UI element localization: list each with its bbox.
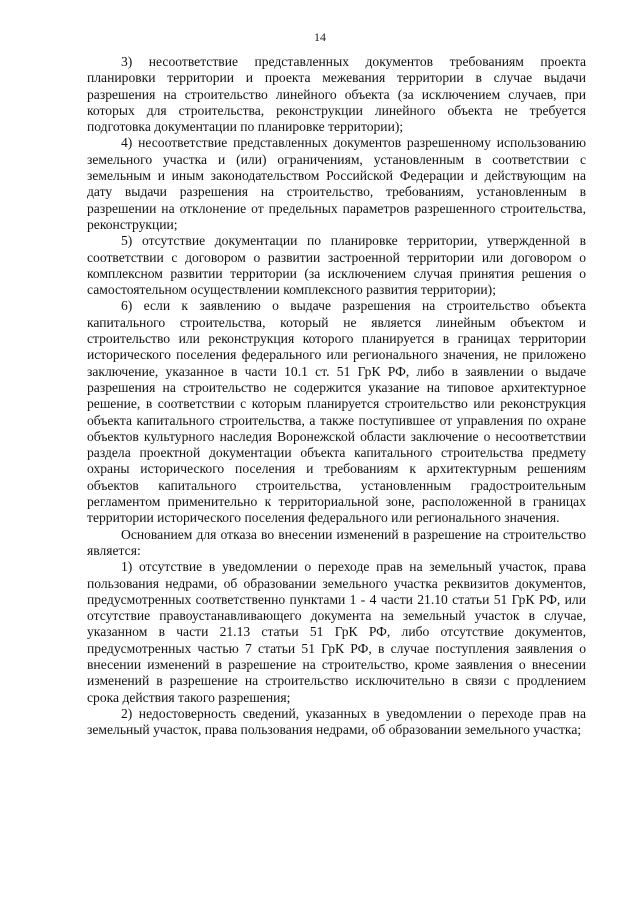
paragraph-item-5: 5) отсутствие документации по планировке территории, утвержденной в соответствии с договором о развитии застроенной территории или договором о комплексном развитии территории (за исключением случая принятия решения о самостоятельном осуществлении комплексного развития территории);: [87, 233, 586, 298]
paragraph-item-3: 3) несоответствие представленных документов требованиям проекта планировки территории и проекта межевания территории в случае выдачи разрешения на строительство линейного объекта (за исключением случаев, при которых для строительства, реконструкции линейного объекта не требуется подготовка документации по планировке территории);: [87, 54, 586, 135]
refusal-grounds-heading: Основанием для отказа во внесении изменений в разрешение на строительство является:: [87, 526, 586, 558]
page-number: 14: [314, 30, 326, 44]
paragraph-item-6: 6) если к заявлению о выдаче разрешения на строительство объекта капитального строительства, который не является линейным объектом и строительство или реконструкция которого планируется в границах территории исторического поселения федерального или регионального значения, не приложено заключение, указанное в части 10.1 ст. 51 ГрК РФ, либо в заявлении о выдаче разрешения на строительство не содержится указание на типовое архитектурное решение, в соответствии с которым планируется строительство или реконструкция объекта капитального строительства, а также поступившее от управления по охране объектов культурного наследия Воронежской области заключение о несоответствии раздела проектной документации объекта капитального строительства предмету охраны исторического поселения и требованиям к архитектурным решениям объектов капитального строительства, установленным градостроительным регламентом применительно к территориальной зоне, расположенной в границах территории исторического поселения федерального или регионального значения.: [87, 298, 586, 526]
document-body: [87, 54, 586, 738]
paragraph-item-4: 4) несоответствие представленных документов разрешенному использованию земельного участка и (или) ограничениям, установленным в соответствии с земельным и иным законодательством Российской Федерации и действующим на дату выдачи разрешения на строительство, требованиям, установленным в разрешении на отклонение от предельных параметров разрешенного строительства, реконструкции;: [87, 135, 586, 232]
paragraph-item-1: 1) отсутствие в уведомлении о переходе прав на земельный участок, права пользования недрами, об образовании земельного участка реквизитов документов, предусмотренных соответственно пунктами 1 - 4 части 21.10 статьи 51 ГрК РФ, или отсутствие правоустанавливающего документа на земельный участок в случае, указанном в части 21.13 статьи 51 ГрК РФ, либо отсутствие документов, предусмотренных частью 7 статьи 51 ГрК РФ, в случае поступления заявления о внесении изменений в разрешение на строительство, кроме заявления о внесении изменений в разрешение на строительство исключительно в связи с продлением срока действия такого разрешения;: [87, 559, 586, 705]
paragraph-item-2: 2) недостоверность сведений, указанных в уведомлении о переходе прав на земельный участок, права пользования недрами, об образовании земельного участка;: [87, 705, 586, 738]
